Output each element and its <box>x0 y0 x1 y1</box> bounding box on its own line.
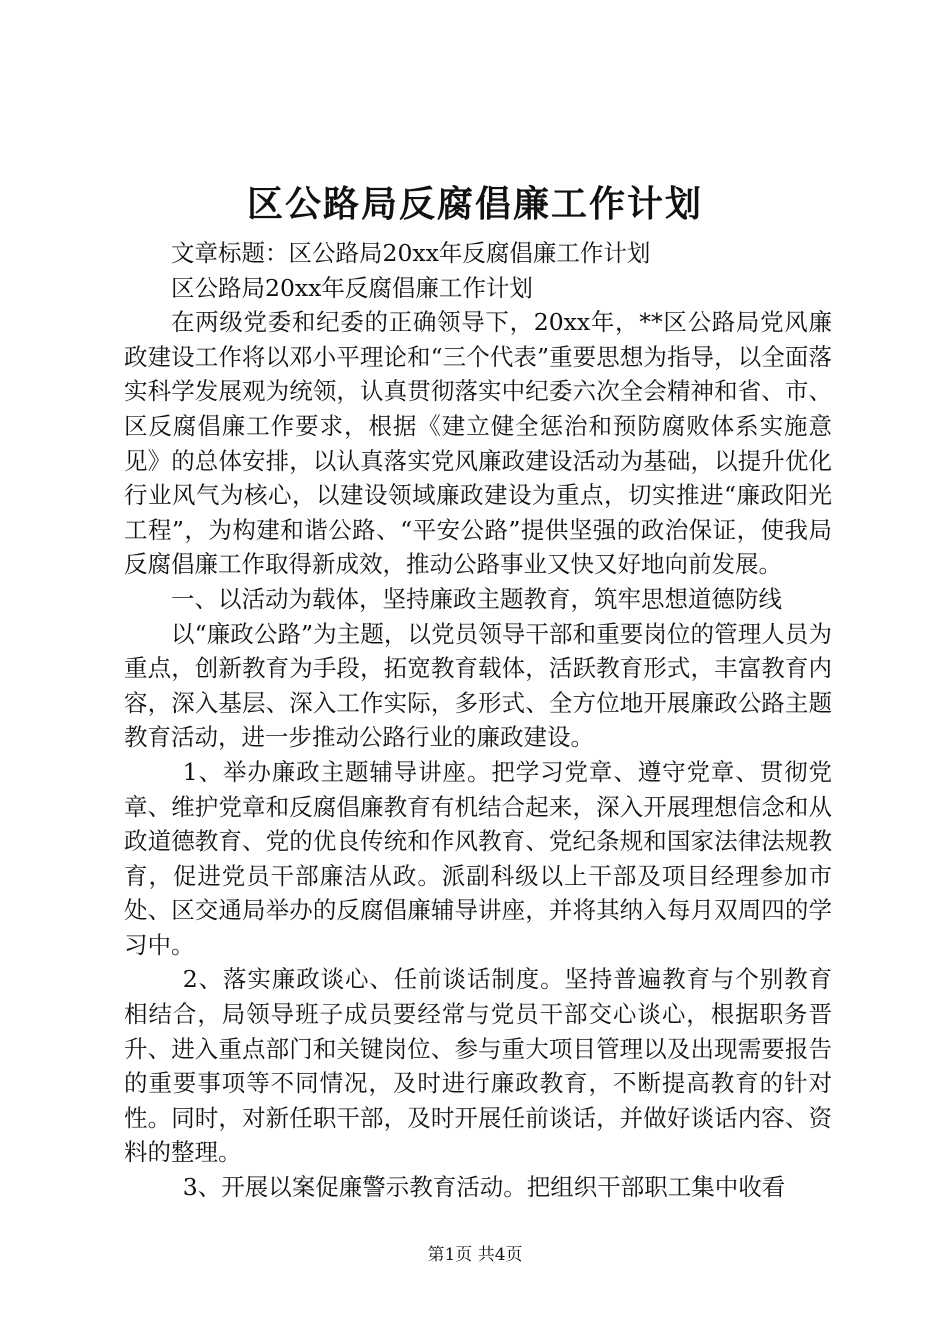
list-item: 2、落实廉政谈心、任前谈话制度。坚持普遍教育与个别教育相结合，局领导班子成员要经常与党员干部交心谈心，根据职务晋升、进入重点部门和关键岗位、参与重大项目管理以及出现需要报告的重要事项等不同情况，及时进行廉政教育，不断提高教育的针对性。同时，对新任职干部，及时开展任前谈话，并做好谈话内容、资料的整理。 <box>124 965 832 1167</box>
list-item: 1、举办廉政主题辅导讲座。把学习党章、遵守党章、贯彻党章、维护党章和反腐倡廉教育有机结合起来，深入开展理想信念和从政道德教育、党的优良传统和作风教育、党纪条规和国家法律法规教育，促进党员干部廉洁从政。派副科级以上干部及项目经理参加市处、区交通局举办的反腐倡廉辅导讲座，并将其纳入每月双周四的学习中。 <box>124 757 832 959</box>
intro-paragraph: 在两级党委和纪委的正确领导下，20xx年，**区公路局党风廉政建设工作将以邓小平理论和“三个代表”重要思想为指导，以全面落实科学发展观为统领，认真贯彻落实中纪委六次全会精神和省、市、区反腐倡廉工作要求，根据《建立健全惩治和预防腐败体系实施意见》的总体安排，以认真落实党风廉政建设活动为基础，以提升优化行业风气为核心，以建设领域廉政建设为重点，切实推进“廉政阳光工程”，为构建和谐公路、“平安公路”提供坚强的政治保证，使我局反腐倡廉工作取得新成效，推动公路事业又快又好地向前发展。 <box>124 308 832 579</box>
document-body <box>124 236 832 1205</box>
document-title: 区公路局反腐倡廉工作计划 <box>246 183 703 225</box>
page-number: 第1页 共4页 <box>427 1245 523 1265</box>
section-paragraph: 以“廉政公路”为主题，以党员领导干部和重要岗位的管理人员为重点，创新教育为手段，拓宽教育载体，活跃教育形式，丰富教育内容，深入基层、深入工作实际，多形式、全方位地开展廉政公路主题教育活动，进一步推动公路行业的廉政建设。 <box>124 619 832 752</box>
list-item: 3、开展以案促廉警示教育活动。把组织干部职工集中收看 <box>182 1173 786 1202</box>
article-title-line: 文章标题：区公路局20xx年反腐倡廉工作计划 <box>171 239 651 267</box>
section-heading: 一、以活动为载体，坚持廉政主题教育，筑牢思想道德防线 <box>171 584 782 613</box>
subtitle-line: 区公路局20xx年反腐倡廉工作计划 <box>171 273 533 302</box>
